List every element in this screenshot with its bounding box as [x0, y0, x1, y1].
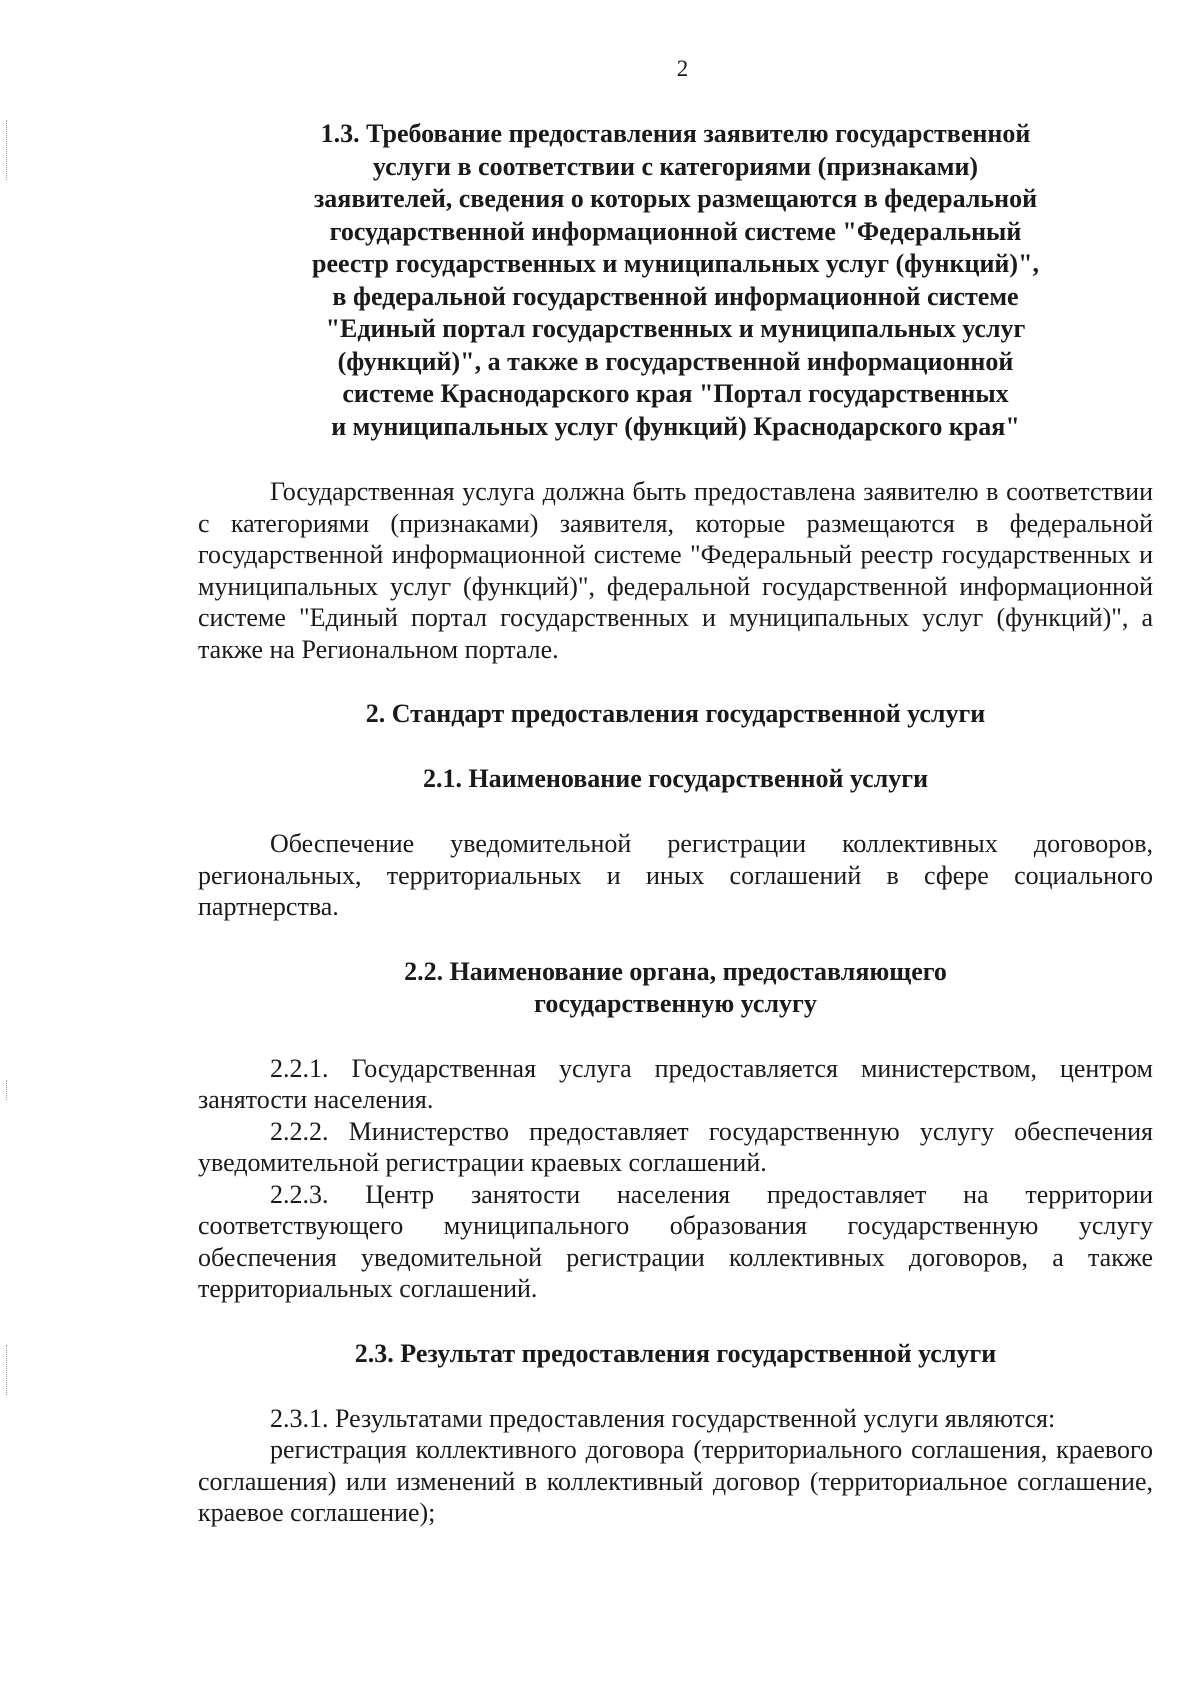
document-body: [198, 118, 1153, 1529]
heading-line: заявителей, сведения о которых размещаются в федеральной: [313, 184, 1038, 213]
section-2-3-1-item: регистрация коллективного договора (территориального соглашения, краевого соглашения) или изменений в коллективный договор (территориальное соглашение, краевое соглашение);: [198, 1435, 1153, 1527]
section-1-3-paragraph: Государственная услуга должна быть предоставлена заявителю в соответствии с категориями (признаками) заявителя, которые размещаются в федеральной государственной информационной системе "Федеральный реестр государственных и муниципальных услуг (функций)", федеральной государственной информационной системе "Единый портал государственных и муниципальных услуг (функций)", а также на Региональном портале.: [198, 477, 1153, 664]
section-2-2-heading: [198, 956, 1153, 1020]
heading-line: (функций)", а также в государственной информационной: [337, 346, 1014, 376]
section-1-3-heading: [198, 118, 1153, 443]
page-number: 2: [676, 56, 689, 81]
scan-margin-mark: [6, 1080, 9, 1100]
section-2-1-heading: 2.1. Наименование государственной услуги: [422, 764, 929, 793]
heading-line: государственной информационной системе "Федеральный: [329, 216, 1022, 246]
section-2-2-2-paragraph: 2.2.2. Министерство предоставляет государственную услугу обеспечения уведомительной регистрации краевых соглашений.: [198, 1116, 1153, 1177]
section-2-heading: 2. Стандарт предоставления государственной услуги: [365, 699, 986, 728]
heading-line: системе Краснодарского края "Портал государственных: [342, 379, 1009, 408]
section-2-1-paragraph: Обеспечение уведомительной регистрации коллективных договоров, региональных, территориальных и иных соглашений в сфере социального партнерства.: [198, 829, 1153, 921]
heading-line: "Единый портал государственных и муниципальных услуг: [325, 314, 1026, 343]
scan-margin-mark: [6, 1345, 9, 1395]
heading-line: в федеральной государственной информационной системе: [332, 281, 1019, 311]
heading-line: услуги в соответствии с категориями (признаками): [372, 151, 979, 181]
heading-line: и муниципальных услуг (функций) Краснодарского края": [331, 411, 1020, 441]
heading-line: 1.3. Требование предоставления заявителю государственной: [320, 119, 1031, 148]
heading-line: реестр государственных и муниципальных услуг (функций)",: [312, 249, 1039, 278]
heading-line: 2.2. Наименование органа, предоставляющего: [404, 956, 947, 986]
section-2-2-3-paragraph: 2.2.3. Центр занятости населения предоставляет на территории соответствующего муниципального образования государственную услугу обеспечения уведомительной регистрации коллективных договоров, а также территориальных соглашений.: [198, 1179, 1153, 1303]
scan-margin-mark: [6, 120, 9, 180]
heading-line: государственную услугу: [534, 988, 817, 1018]
section-2-3-1-paragraph: 2.3.1. Результатами предоставления государственной услуги являются:: [270, 1403, 1056, 1433]
section-2-3-heading: 2.3. Результат предоставления государственной услуги: [354, 1338, 997, 1368]
section-2-2-1-paragraph: 2.2.1. Государственная услуга предоставляется министерством, центром занятости населения.: [198, 1053, 1153, 1114]
